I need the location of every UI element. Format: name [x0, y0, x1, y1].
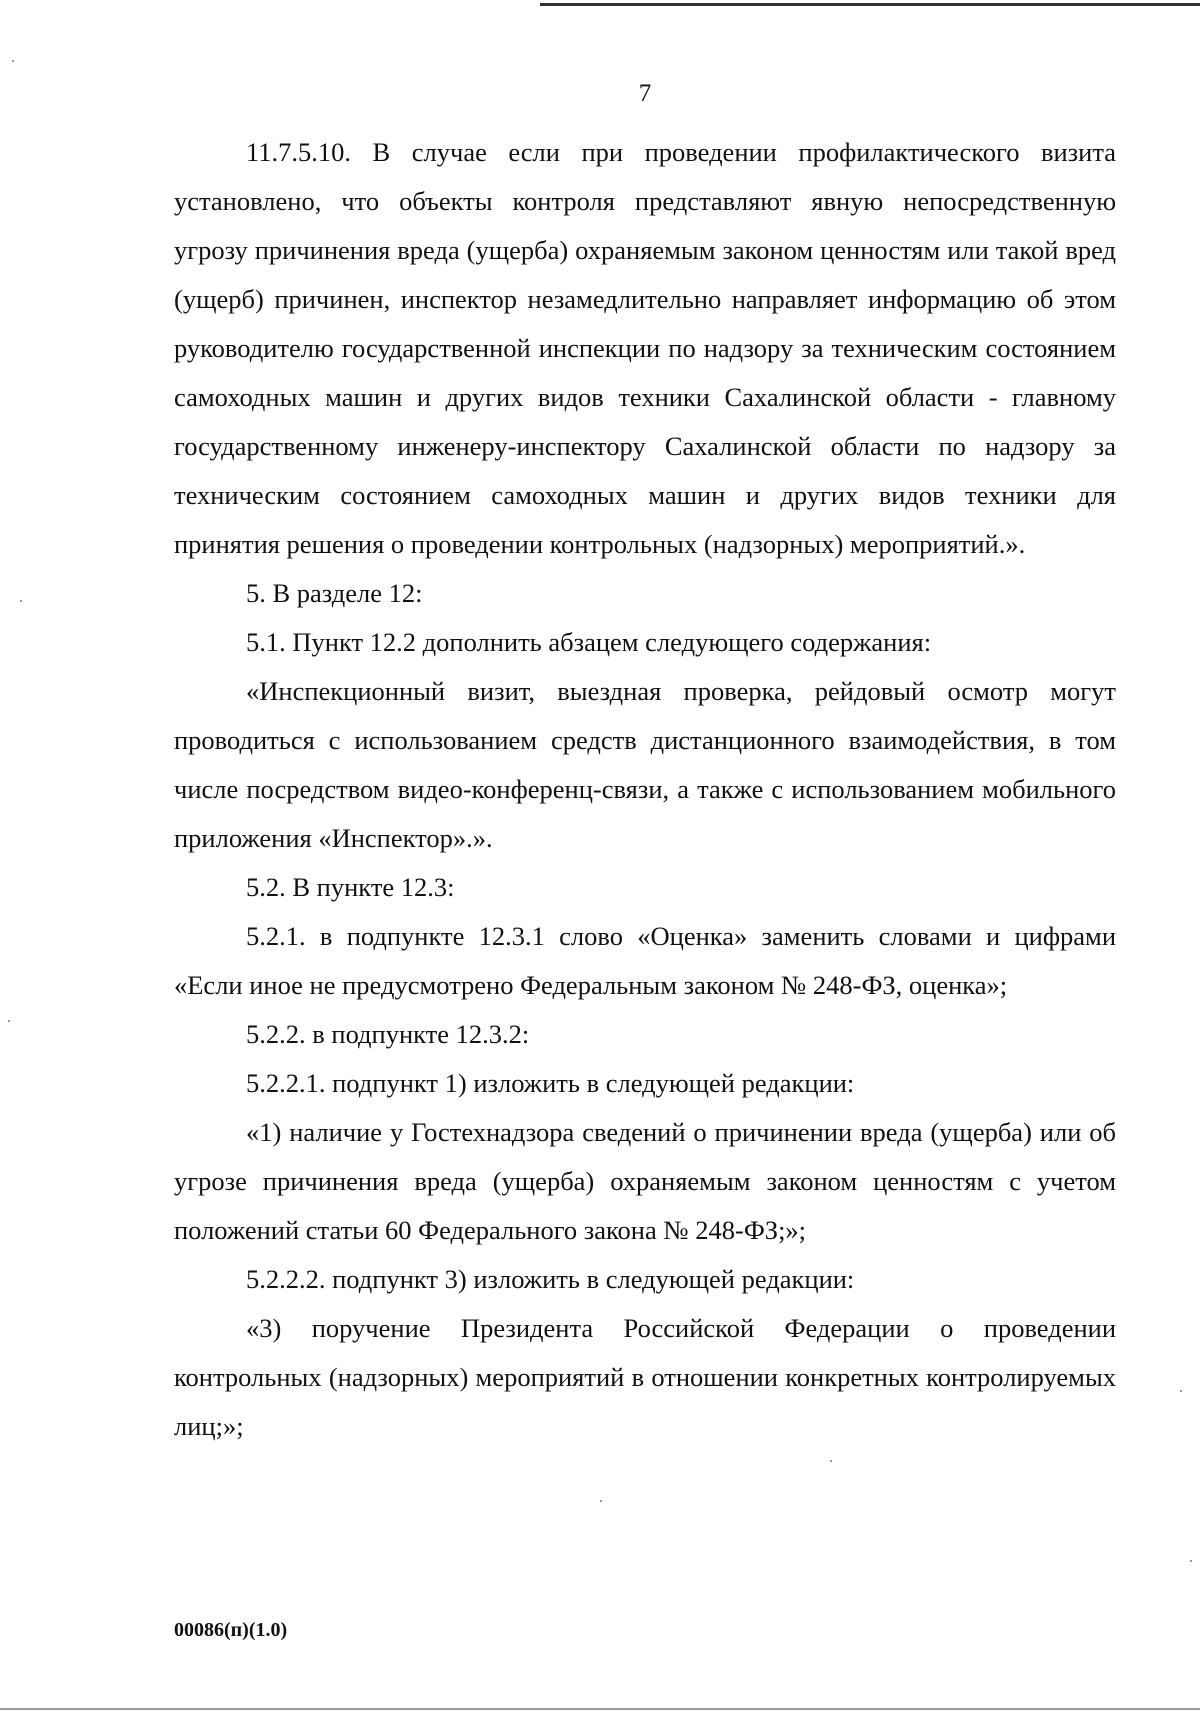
scan-speck — [8, 1020, 10, 1022]
scan-speck — [830, 1460, 832, 1462]
scan-speck — [1190, 1560, 1192, 1562]
page-number: 7 — [638, 80, 652, 107]
document-code: 00086(п)(1.0) — [174, 1619, 288, 1641]
top-scan-edge-line — [540, 3, 1200, 6]
paragraph-section-5: 5. В разделе 12: — [246, 578, 423, 608]
paragraph-11-7-5-10: 11.7.5.10. В случае если при проведении профилактического визита установлено, что объекты контроля представляют явную непосредственную угрозу причинения вреда (ущерба) охраняемым законом ценностям или такой вред (ущерб) причинен, инспектор незамедлительно направляет информацию об этом руководителю государственной инспекции по надзору за техническим состоянием самоходных машин и других видов техники Сахалинской области - главному государственному инженеру-инспектору Сахалинской области по надзору за техническим состоянием самоходных машин и других видов техники для принятия решения о проведении контрольных (надзорных) мероприятий.». — [174, 137, 1116, 559]
document-body — [174, 128, 1116, 1451]
scan-speck — [12, 60, 14, 62]
bottom-scan-edge-line — [0, 1708, 1200, 1710]
paragraph-5-1-quote: «Инспекционный визит, выездная проверка, рейдовый осмотр могут проводиться с использованием средств дистанционного взаимодействия, в том числе посредством видео-конференц-связи, а также с использованием мобильного приложения «Инспектор».». — [174, 676, 1116, 853]
paragraph-5-2-2-1: 5.2.2.1. подпункт 1) изложить в следующей редакции: — [246, 1068, 855, 1098]
scan-speck — [1180, 1390, 1182, 1392]
paragraph-5-2: 5.2. В пункте 12.3: — [246, 872, 455, 902]
paragraph-5-2-2-1-quote: «1) наличие у Гостехнадзора сведений о причинении вреда (ущерба) или об угрозе причинения вреда (ущерба) охраняемым законом ценностям с учетом положений статьи 60 Федерального закона № 248-ФЗ;»; — [174, 1117, 1116, 1245]
paragraph-5-2-1: 5.2.1. в подпункте 12.3.1 слово «Оценка» заменить словами и цифрами «Если иное не предусмотрено Федеральным законом № 248-ФЗ, оценка»; — [174, 921, 1116, 1000]
scan-speck — [600, 1500, 602, 1502]
scan-speck — [20, 600, 22, 602]
paragraph-5-2-2-2: 5.2.2.2. подпункт 3) изложить в следующей редакции: — [246, 1264, 855, 1294]
paragraph-5-2-2: 5.2.2. в подпункте 12.3.2: — [246, 1019, 530, 1049]
paragraph-5-1: 5.1. Пункт 12.2 дополнить абзацем следующего содержания: — [246, 627, 932, 657]
paragraph-5-2-2-2-quote: «3) поручение Президента Российской Федерации о проведении контрольных (надзорных) мероприятий в отношении конкретных контролируемых лиц;»; — [174, 1313, 1116, 1441]
